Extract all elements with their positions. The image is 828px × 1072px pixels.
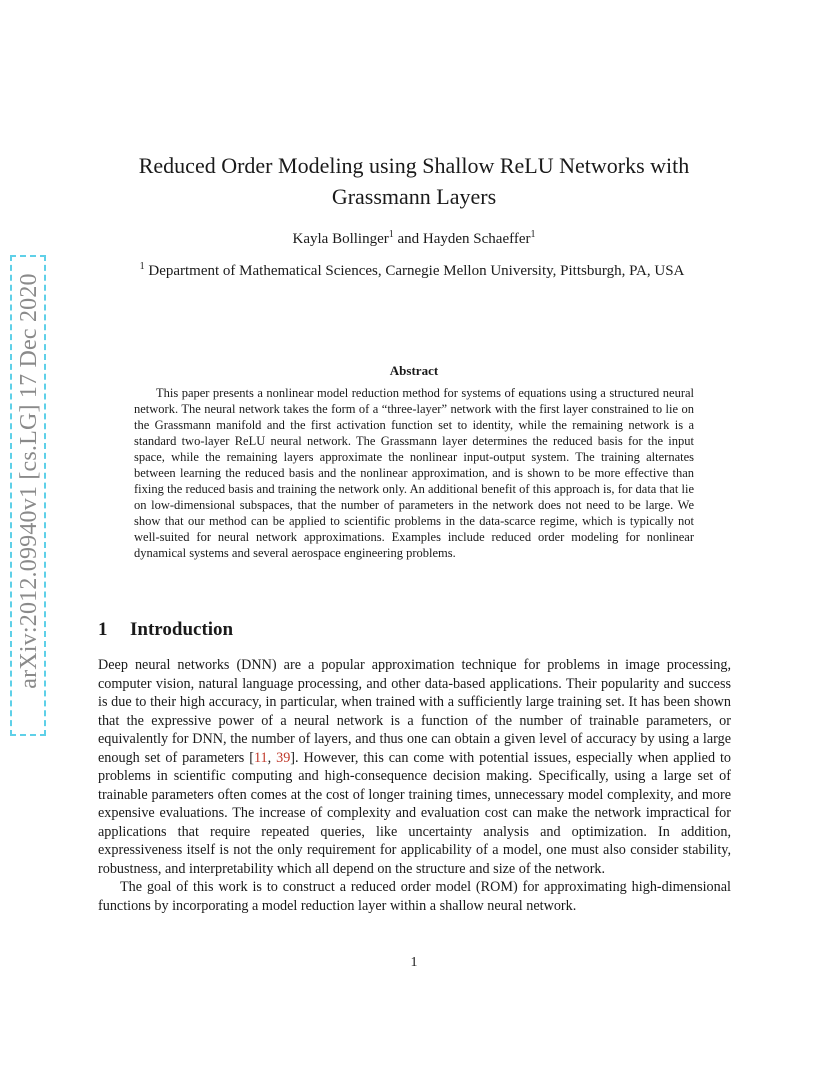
paragraph-text: ]. However, this can come with potential issues, especially when applied to problems in scientific computing and high-consequence decision making. Specifically, using a large set of trainable parameters often comes at the cost of longer training times, unnecessary model complexity, and more expensive evaluations. The increase of complexity and evaluation cost can make the network impractical for applications that require repeated queries, like uncertainty analysis and optimization. In addition, expressiveness itself is not the only requirement for applicability of a model, one must also consider stability, robustness, and interpretability which all depend on the structure and size of the network. (98, 749, 732, 877)
paper-title-line-1: Reduced Order Modeling using Shallow ReLU Networks with (138, 153, 690, 178)
citation-link[interactable]: 11 (253, 749, 268, 766)
citation-link[interactable]: 39 (276, 749, 291, 766)
abstract-body: This paper presents a nonlinear model reduction method for systems of equations using a structured neural network. The neural network takes the form of a “three-layer” network with the first layer constrained to lie on the Grassmann manifold and the first activation function set to identity, while the remaining network is a standard two-layer ReLU neural network. The Grassmann layer determines the reduced basis for the input space, while the remaining layers approximate the nonlinear input-output system. The training alternates between learning the reduced basis and the nonlinear approximation, and is shown to be more effective than fixing the reduced basis and training the network only. An additional benefit of this approach is, for data that lie on low-dimensional subspaces, that the number of parameters in the network does not need to be large. We show that our method can be applied to scientific problems in the data-scarce regime, which is typically not well-suited for neural network approximations. Examples include reduced order modeling for nonlinear dynamical systems and several aerospace engineering problems. (134, 386, 694, 560)
author-list (100, 229, 728, 249)
affiliation-mark: 1 (139, 261, 145, 272)
abstract-heading: Abstract (389, 363, 439, 378)
affiliation (92, 261, 732, 281)
arxiv-stamp[interactable]: arXiv:2012.09940v1 [cs.LG] 17 Dec 2020 (16, 273, 42, 689)
paragraph: The goal of this work is to construct a reduced order model (ROM) for approximating high-dimensional functions by incorporating a model reduction layer within a shallow neural network. (98, 879, 731, 914)
section-heading (98, 619, 233, 641)
paragraph-text: Deep neural networks (DNN) are a popular approximation technique for problems in image processing, computer vision, natural language processing, and other data-based applications. Their popularity and success is due to their high accuracy, in particular, when trained with a sufficiently large training set. It has been shown that the expressive power of a neural network is a function of the number of trainable parameters, or equivalently for DNN, the number of layers, and thus one can obtain a given level of accuracy by using a large enough set of parameters [ (98, 657, 731, 766)
affiliation-mark: 1 (388, 229, 394, 240)
author-name: Hayden Schaeffer (422, 231, 531, 247)
affiliation-mark: 1 (530, 229, 536, 240)
page-number: 1 (410, 955, 418, 970)
affiliation-text: Department of Mathematical Sciences, Carnegie Mellon University, Pittsburgh, PA, USA (144, 263, 685, 279)
paper-title-line-2: Grassmann Layers (331, 184, 497, 209)
citation-separator: , (267, 749, 277, 766)
section-title: Introduction (130, 619, 234, 640)
author-name: Kayla Bollinger (292, 231, 389, 247)
section-number: 1 (98, 619, 108, 640)
author-separator: and (393, 231, 423, 247)
body-text (98, 656, 731, 915)
paragraph (98, 656, 731, 878)
paper-title (100, 150, 728, 212)
